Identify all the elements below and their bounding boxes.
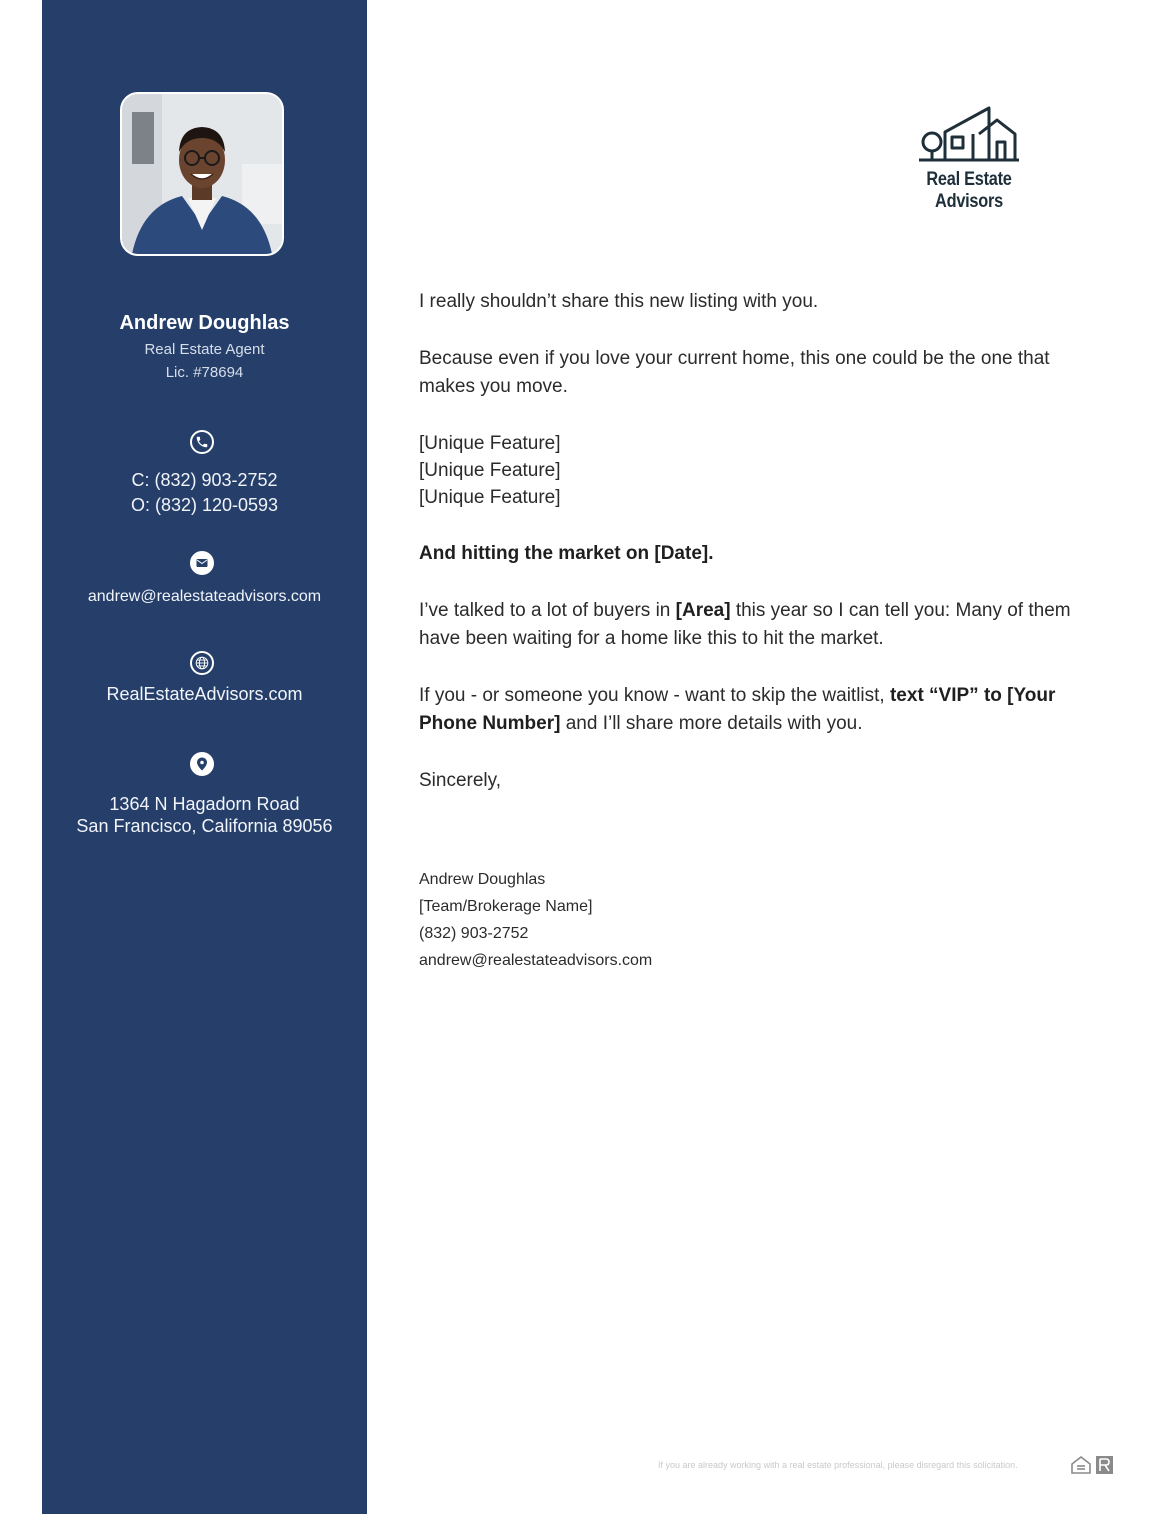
agent-photo <box>120 92 284 256</box>
location-pin-icon <box>190 752 214 776</box>
text-span: I’ve talked to a lot of buyers in <box>419 600 676 621</box>
agent-website[interactable]: RealEstateAdvisors.com <box>106 684 303 704</box>
letter-paragraph <box>419 597 1109 653</box>
phone-icon <box>190 430 214 454</box>
feature-line: [Unique Feature] <box>419 433 561 454</box>
house-logo-icon <box>919 104 1019 162</box>
feature-line: [Unique Feature] <box>419 487 561 508</box>
agent-phone-cell: C: (832) 903-2752 <box>131 470 278 490</box>
vip-call-to-action: text “VIP” to [Your Phone Number] <box>419 685 1056 734</box>
sidebar <box>42 0 367 1514</box>
signature-team: [Team/Brokerage Name] <box>419 898 593 915</box>
letter-body <box>419 288 1109 795</box>
realtor-icon <box>1096 1456 1113 1474</box>
area-placeholder: [Area] <box>675 600 731 621</box>
signature-email[interactable]: andrew@realestateadvisors.com <box>419 952 653 969</box>
letter-paragraph: Because even if you love your current home, this one could be the one that makes you move. <box>419 348 1050 397</box>
signature-block <box>419 866 652 974</box>
agent-address-line2: San Francisco, California 89056 <box>76 816 333 836</box>
footer-logos <box>1070 1454 1116 1481</box>
agent-email[interactable]: andrew@realestateadvisors.com <box>87 588 322 605</box>
agent-name: Andrew Doughlas <box>119 312 290 334</box>
equal-housing-icon <box>1072 1457 1090 1473</box>
text-span: this year so I can tell you: Many of them have been waiting for a home like this to hit the market. <box>419 600 1071 649</box>
agent-address-line1: 1364 N Hagadorn Road <box>109 794 300 814</box>
signature-phone: (832) 903-2752 <box>419 925 529 942</box>
footer-disclaimer: If you are already working with a real estate professional, please disregard this solicitation. <box>658 1460 1018 1470</box>
letter-closing: Sincerely, <box>419 770 502 791</box>
text-span: If you - or someone you know - want to skip the waitlist, <box>419 685 890 706</box>
text-span: and I’ll share more details with you. <box>560 713 863 734</box>
letter-paragraph: I really shouldn’t share this new listing with you. <box>419 291 819 312</box>
market-date-line: And hitting the market on [Date]. <box>419 543 714 564</box>
globe-icon <box>190 651 214 675</box>
signature-name: Andrew Doughlas <box>419 871 546 888</box>
mail-icon <box>190 551 214 575</box>
agent-title: Real Estate Agent <box>144 341 265 358</box>
company-logo <box>886 104 1052 213</box>
letter-paragraph <box>419 682 1109 738</box>
feature-line: [Unique Feature] <box>419 460 561 481</box>
logo-text: Real Estate Advisors <box>926 169 1012 212</box>
agent-phone-office: O: (832) 120-0593 <box>130 495 279 515</box>
agent-license: Lic. #78694 <box>165 364 244 381</box>
